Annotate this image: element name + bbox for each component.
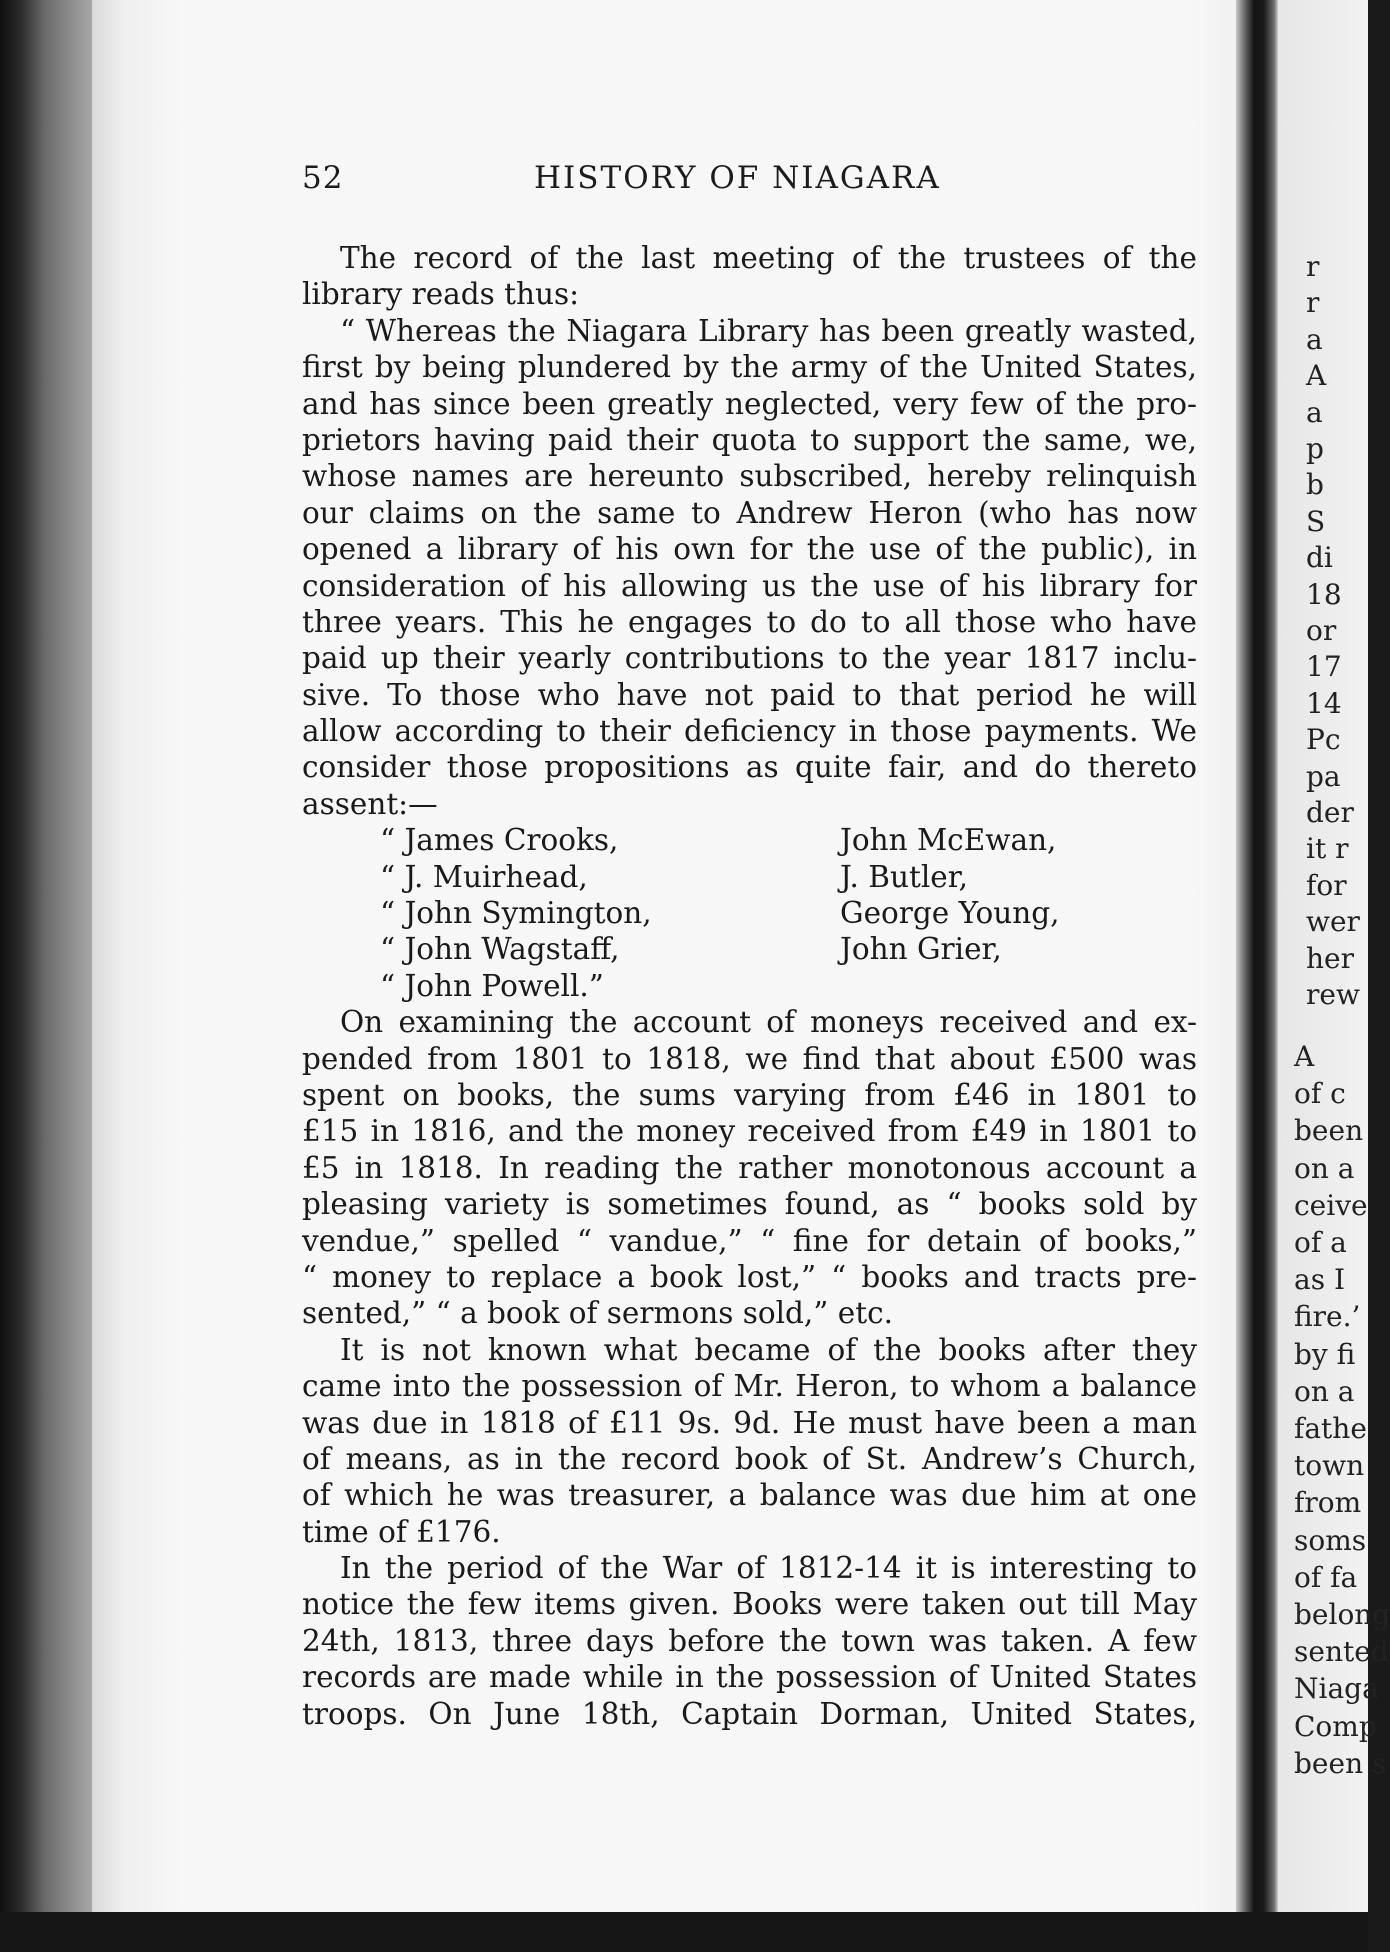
body-text xyxy=(302,240,1197,1732)
facing-page-fragment: rew xyxy=(1306,978,1360,1011)
text-line: In the period of the War of 1812-14 it is interesting to xyxy=(340,1551,1197,1586)
facing-page-fragment: 18 xyxy=(1306,577,1342,611)
facing-page-fragment: Comp xyxy=(1294,1709,1377,1743)
signatory-row xyxy=(302,931,1197,967)
signatory-name: “ John Powell.” xyxy=(380,968,604,1003)
text-line: sive. To those who have not paid to that period he will xyxy=(302,677,1197,712)
signatory-name: “ James Crooks, xyxy=(380,823,619,858)
header-title: HISTORY OF NIAGARA xyxy=(534,160,941,196)
facing-page-fragment: 14 xyxy=(1306,686,1342,720)
facing-page-fragment: of fa xyxy=(1294,1560,1358,1594)
left-page-edge xyxy=(0,0,92,1952)
signatory-row xyxy=(302,968,1197,1004)
facing-page-fragment: b xyxy=(1306,468,1324,502)
facing-page-fragment: of c xyxy=(1294,1077,1346,1111)
text-line: It is not known what became of the books after they xyxy=(340,1332,1197,1367)
facing-page-fragment: a xyxy=(1306,395,1323,429)
text-line: 24th, 1813, three days before the town was taken. A few xyxy=(302,1623,1197,1658)
facing-page-fragment: ceive xyxy=(1294,1188,1368,1222)
facing-page-fragment: wer xyxy=(1306,905,1360,939)
facing-page-fragment: from xyxy=(1294,1486,1362,1520)
text-line: three years. This he engages to do to all those who have xyxy=(302,604,1197,639)
text-line: came into the possession of Mr. Heron, to whom a balance xyxy=(302,1369,1197,1404)
facing-page-fragment: di xyxy=(1306,541,1333,575)
text-line: vendue,” spelled “ vandue,” “ fine for detain of books,” xyxy=(302,1223,1197,1258)
text-line: consider those propositions as quite fair, and do thereto xyxy=(302,750,1197,785)
text-line: paid up their yearly contributions to the year 1817 inclu- xyxy=(302,641,1197,676)
facing-page-fragment: been xyxy=(1294,1114,1364,1148)
bottom-edge xyxy=(0,1912,1368,1952)
text-line: On examining the account of moneys received and ex- xyxy=(340,1005,1197,1040)
facing-page-fragment: by fi xyxy=(1294,1337,1356,1371)
facing-page-fragment: a xyxy=(1306,322,1323,356)
text-line: “ money to replace a book lost,” “ books and tracts pre- xyxy=(302,1259,1197,1294)
text-line: of means, as in the record book of St. Andrew’s Church, xyxy=(302,1441,1197,1476)
signatory-list xyxy=(302,822,1197,1004)
book-spine xyxy=(1236,0,1278,1912)
page-number: 52 xyxy=(302,160,344,196)
text-line: “ Whereas the Niagara Library has been greatly wasted, xyxy=(340,313,1197,348)
facing-page-fragment: fathe xyxy=(1294,1412,1367,1445)
text-line: The record of the last meeting of the trustees of the xyxy=(340,241,1197,275)
text-line: sented,” “ a book of sermons sold,” etc. xyxy=(302,1296,893,1331)
facing-page-fragment: or xyxy=(1306,614,1337,647)
text-line: opened a library of his own for the use of the public), in xyxy=(302,532,1197,567)
signatory-name: “ John Wagstaff, xyxy=(380,932,620,967)
text-line: allow according to their deficiency in those payments. We xyxy=(302,714,1197,749)
text-line: and has since been greatly neglected, very few of the pro- xyxy=(302,386,1197,421)
text-line: consideration of his allowing us the use of his library for xyxy=(302,568,1197,603)
facing-page-fragment: p xyxy=(1306,432,1324,465)
facing-page-fragment: soms xyxy=(1294,1523,1367,1557)
signatory-name: John McEwan, xyxy=(840,823,1057,858)
paragraph xyxy=(302,1550,1197,1732)
facing-page-fragment: as I xyxy=(1294,1263,1346,1297)
signatory-name: J. Butler, xyxy=(840,859,968,894)
paragraph xyxy=(302,1004,1197,1332)
text-line: was due in 1818 of £11 9s. 9d. He must have been a man xyxy=(302,1405,1197,1440)
facing-page-fragment: fire.’ xyxy=(1294,1300,1361,1334)
signatory-row xyxy=(302,859,1197,895)
facing-page xyxy=(1278,0,1390,1912)
text-line: our claims on the same to Andrew Heron (who has now xyxy=(302,495,1197,530)
paragraphs-before-signatures xyxy=(302,240,1197,822)
facing-page-fragment: 17 xyxy=(1306,650,1342,684)
running-head xyxy=(302,160,1202,204)
facing-page-fragment: on a xyxy=(1294,1374,1355,1408)
facing-page-fragment: Niaga xyxy=(1294,1672,1379,1706)
text-line: library reads thus: xyxy=(302,277,580,312)
text-line: time of £176. xyxy=(302,1514,501,1549)
facing-page-fragment: been s xyxy=(1294,1746,1387,1780)
text-line: spent on books, the sums varying from £46 in 1801 to xyxy=(302,1077,1197,1112)
signatory-name: George Young, xyxy=(840,896,1060,931)
signatory-row xyxy=(302,895,1197,931)
paragraphs-after-signatures xyxy=(302,1004,1197,1732)
text-line: troops. On June 18th, Captain Dorman, United States, xyxy=(302,1696,1197,1731)
facing-page-fragment: town xyxy=(1294,1449,1365,1483)
facing-page-fragment: her xyxy=(1306,941,1354,975)
facing-page-fragment: A xyxy=(1294,1040,1315,1073)
facing-page-fragment: sented xyxy=(1294,1635,1389,1669)
facing-page-fragment: it r xyxy=(1306,832,1349,866)
paragraph xyxy=(302,1332,1197,1550)
text-line: £5 in 1818. In reading the rather monotonous account a xyxy=(302,1150,1197,1185)
text-line: assent:— xyxy=(302,786,438,821)
text-line: of which he was treasurer, a balance was due him at one xyxy=(302,1478,1197,1513)
facing-page-fragment: on a xyxy=(1294,1151,1355,1185)
text-line: pleasing variety is sometimes found, as “ books sold by xyxy=(302,1187,1197,1222)
facing-page-fragment: r xyxy=(1306,250,1320,283)
signatory-name: “ John Symington, xyxy=(380,896,652,931)
facing-page-fragment: A xyxy=(1306,359,1327,393)
facing-page-fragment: of a xyxy=(1294,1226,1347,1259)
signatory-name: John Grier, xyxy=(840,932,1002,967)
facing-page-fragment: der xyxy=(1306,796,1354,829)
text-line: pended from 1801 to 1818, we find that about £500 was xyxy=(302,1041,1197,1076)
paragraph xyxy=(302,313,1197,822)
text-line: £15 in 1816, and the money received from £49 in 1801 to xyxy=(302,1114,1197,1149)
facing-page-fragment: S xyxy=(1306,504,1326,538)
text-line: whose names are hereunto subscribed, hereby relinquish xyxy=(302,459,1197,494)
paragraph xyxy=(302,240,1197,313)
text-line: notice the few items given. Books were taken out till May xyxy=(302,1587,1197,1622)
signatory-row xyxy=(302,822,1197,858)
signatory-name: “ J. Muirhead, xyxy=(380,859,588,894)
facing-page-fragment: r xyxy=(1306,286,1320,320)
facing-page-fragment: Pc xyxy=(1306,723,1341,757)
text-line: records are made while in the possession of United States xyxy=(302,1660,1197,1695)
text-line: first by being plundered by the army of the United States, xyxy=(302,350,1197,385)
facing-page-fragment: for xyxy=(1306,868,1347,902)
facing-page-fragment: belong xyxy=(1294,1598,1390,1631)
facing-page-fragment: pa xyxy=(1306,759,1341,793)
text-line: prietors having paid their quota to support the same, we, xyxy=(302,422,1197,457)
